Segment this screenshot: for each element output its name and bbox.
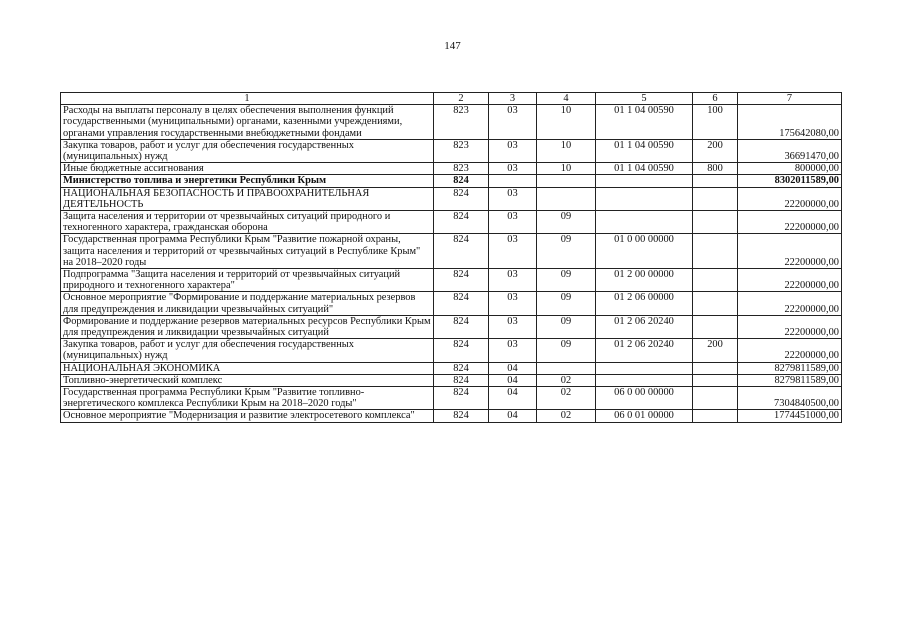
target-article-cell xyxy=(596,362,693,374)
row-name-cell: Закупка товаров, работ и услуг для обеспечения государственных (муниципальных) нужд xyxy=(61,339,434,362)
amount-cell: 8302011589,00 xyxy=(738,175,842,187)
section-code-cell: 03 xyxy=(489,269,537,292)
section-code-cell: 04 xyxy=(489,362,537,374)
section-code-cell: 03 xyxy=(489,187,537,210)
amount-cell: 22200000,00 xyxy=(738,234,842,269)
target-article-cell xyxy=(596,374,693,386)
expense-type-cell xyxy=(693,387,738,410)
section-code-cell: 03 xyxy=(489,211,537,234)
subsection-code-cell xyxy=(537,175,596,187)
expense-type-cell xyxy=(693,315,738,338)
target-article-cell: 01 1 04 00590 xyxy=(596,163,693,175)
row-name-cell: НАЦИОНАЛЬНАЯ БЕЗОПАСНОСТЬ И ПРАВООХРАНИТЕЛЬНАЯ ДЕЯТЕЛЬНОСТЬ xyxy=(61,187,434,210)
section-code-cell: 03 xyxy=(489,105,537,140)
expense-type-cell: 200 xyxy=(693,139,738,162)
amount-cell: 22200000,00 xyxy=(738,187,842,210)
table-row xyxy=(61,175,842,187)
target-article-cell xyxy=(596,175,693,187)
column-header: 2 xyxy=(434,93,489,105)
row-name-cell: Расходы на выплаты персоналу в целях обеспечения выполнения функций государственными (муниципальными) органами, казенными учреждениями, органами управления государственными внебюджетными фондами xyxy=(61,105,434,140)
admin-code-cell: 824 xyxy=(434,175,489,187)
admin-code-cell: 824 xyxy=(434,374,489,386)
target-article-cell: 01 2 06 20240 xyxy=(596,339,693,362)
subsection-code-cell: 10 xyxy=(537,105,596,140)
table-row xyxy=(61,292,842,315)
table-row xyxy=(61,410,842,422)
amount-cell: 22200000,00 xyxy=(738,292,842,315)
amount-cell: 22200000,00 xyxy=(738,315,842,338)
amount-cell: 7304840500,00 xyxy=(738,387,842,410)
target-article-cell: 01 0 00 00000 xyxy=(596,234,693,269)
column-header: 4 xyxy=(537,93,596,105)
subsection-code-cell: 09 xyxy=(537,269,596,292)
admin-code-cell: 823 xyxy=(434,139,489,162)
row-name-cell: Государственная программа Республики Крым "Развитие топливно-энергетического комплекса Республики Крым на 2018–2020 годы" xyxy=(61,387,434,410)
table-row xyxy=(61,374,842,386)
table-row xyxy=(61,105,842,140)
table-row xyxy=(61,211,842,234)
table-row xyxy=(61,163,842,175)
expense-type-cell xyxy=(693,374,738,386)
expense-type-cell xyxy=(693,234,738,269)
row-name-cell: Формирование и поддержание резервов материальных ресурсов Республики Крым для предупреждения и ликвидации чрезвычайных ситуаций xyxy=(61,315,434,338)
admin-code-cell: 824 xyxy=(434,387,489,410)
admin-code-cell: 824 xyxy=(434,339,489,362)
subsection-code-cell: 10 xyxy=(537,139,596,162)
row-name-cell: Иные бюджетные ассигнования xyxy=(61,163,434,175)
amount-cell: 175642080,00 xyxy=(738,105,842,140)
amount-cell: 22200000,00 xyxy=(738,211,842,234)
row-name-cell: Министерство топлива и энергетики Республики Крым xyxy=(61,175,434,187)
table-row xyxy=(61,187,842,210)
target-article-cell: 01 1 04 00590 xyxy=(596,139,693,162)
admin-code-cell: 823 xyxy=(434,163,489,175)
budget-table xyxy=(60,92,842,423)
expense-type-cell: 100 xyxy=(693,105,738,140)
target-article-cell: 01 2 06 20240 xyxy=(596,315,693,338)
target-article-cell: 06 0 01 00000 xyxy=(596,410,693,422)
subsection-code-cell: 10 xyxy=(537,163,596,175)
target-article-cell xyxy=(596,211,693,234)
expense-type-cell xyxy=(693,269,738,292)
admin-code-cell: 824 xyxy=(434,234,489,269)
expense-type-cell: 800 xyxy=(693,163,738,175)
page-number: 147 xyxy=(444,40,461,52)
row-name-cell: Подпрограмма "Защита населения и территорий от чрезвычайных ситуаций природного и техногенного характера" xyxy=(61,269,434,292)
subsection-code-cell: 02 xyxy=(537,410,596,422)
amount-cell: 8279811589,00 xyxy=(738,374,842,386)
section-code-cell: 03 xyxy=(489,292,537,315)
table-row xyxy=(61,387,842,410)
subsection-code-cell: 09 xyxy=(537,292,596,315)
subsection-code-cell: 09 xyxy=(537,339,596,362)
admin-code-cell: 824 xyxy=(434,410,489,422)
expense-type-cell xyxy=(693,211,738,234)
expense-type-cell xyxy=(693,362,738,374)
table-header-row xyxy=(61,93,842,105)
table-row xyxy=(61,269,842,292)
target-article-cell: 01 2 00 00000 xyxy=(596,269,693,292)
section-code-cell: 03 xyxy=(489,315,537,338)
amount-cell: 36691470,00 xyxy=(738,139,842,162)
table-row xyxy=(61,339,842,362)
row-name-cell: Основное мероприятие "Формирование и поддержание материальных резервов для предупреждения и ликвидации чрезвычайных ситуаций" xyxy=(61,292,434,315)
expense-type-cell xyxy=(693,187,738,210)
admin-code-cell: 824 xyxy=(434,187,489,210)
section-code-cell: 04 xyxy=(489,387,537,410)
row-name-cell: Защита населения и территории от чрезвычайных ситуаций природного и техногенного характера, гражданская оборона xyxy=(61,211,434,234)
column-header: 6 xyxy=(693,93,738,105)
admin-code-cell: 824 xyxy=(434,362,489,374)
section-code-cell: 03 xyxy=(489,234,537,269)
target-article-cell: 01 1 04 00590 xyxy=(596,105,693,140)
admin-code-cell: 824 xyxy=(434,315,489,338)
amount-cell: 22200000,00 xyxy=(738,339,842,362)
column-header: 5 xyxy=(596,93,693,105)
column-header: 1 xyxy=(61,93,434,105)
subsection-code-cell: 09 xyxy=(537,315,596,338)
row-name-cell: Закупка товаров, работ и услуг для обеспечения государственных (муниципальных) нужд xyxy=(61,139,434,162)
section-code-cell: 03 xyxy=(489,163,537,175)
row-name-cell: Основное мероприятие "Модернизация и развитие электросетевого комплекса" xyxy=(61,410,434,422)
amount-cell: 22200000,00 xyxy=(738,269,842,292)
row-name-cell: Топливно-энергетический комплекс xyxy=(61,374,434,386)
table-row xyxy=(61,315,842,338)
expense-type-cell: 200 xyxy=(693,339,738,362)
admin-code-cell: 823 xyxy=(434,105,489,140)
subsection-code-cell: 09 xyxy=(537,234,596,269)
admin-code-cell: 824 xyxy=(434,269,489,292)
amount-cell: 800000,00 xyxy=(738,163,842,175)
table-row xyxy=(61,139,842,162)
subsection-code-cell: 02 xyxy=(537,387,596,410)
column-header: 7 xyxy=(738,93,842,105)
section-code-cell: 04 xyxy=(489,374,537,386)
column-header: 3 xyxy=(489,93,537,105)
amount-cell: 1774451000,00 xyxy=(738,410,842,422)
section-code-cell xyxy=(489,175,537,187)
subsection-code-cell xyxy=(537,187,596,210)
section-code-cell: 04 xyxy=(489,410,537,422)
expense-type-cell xyxy=(693,410,738,422)
row-name-cell: Государственная программа Республики Крым "Развитие пожарной охраны, защита населения и территорий от чрезвычайных ситуаций в Республике Крым" на 2018–2020 годы xyxy=(61,234,434,269)
table-row xyxy=(61,234,842,269)
target-article-cell: 06 0 00 00000 xyxy=(596,387,693,410)
admin-code-cell: 824 xyxy=(434,292,489,315)
table-row xyxy=(61,362,842,374)
section-code-cell: 03 xyxy=(489,139,537,162)
amount-cell: 8279811589,00 xyxy=(738,362,842,374)
section-code-cell: 03 xyxy=(489,339,537,362)
target-article-cell: 01 2 06 00000 xyxy=(596,292,693,315)
subsection-code-cell xyxy=(537,362,596,374)
expense-type-cell xyxy=(693,175,738,187)
table-body xyxy=(61,93,842,423)
target-article-cell xyxy=(596,187,693,210)
subsection-code-cell: 02 xyxy=(537,374,596,386)
admin-code-cell: 824 xyxy=(434,211,489,234)
subsection-code-cell: 09 xyxy=(537,211,596,234)
expense-type-cell xyxy=(693,292,738,315)
row-name-cell: НАЦИОНАЛЬНАЯ ЭКОНОМИКА xyxy=(61,362,434,374)
